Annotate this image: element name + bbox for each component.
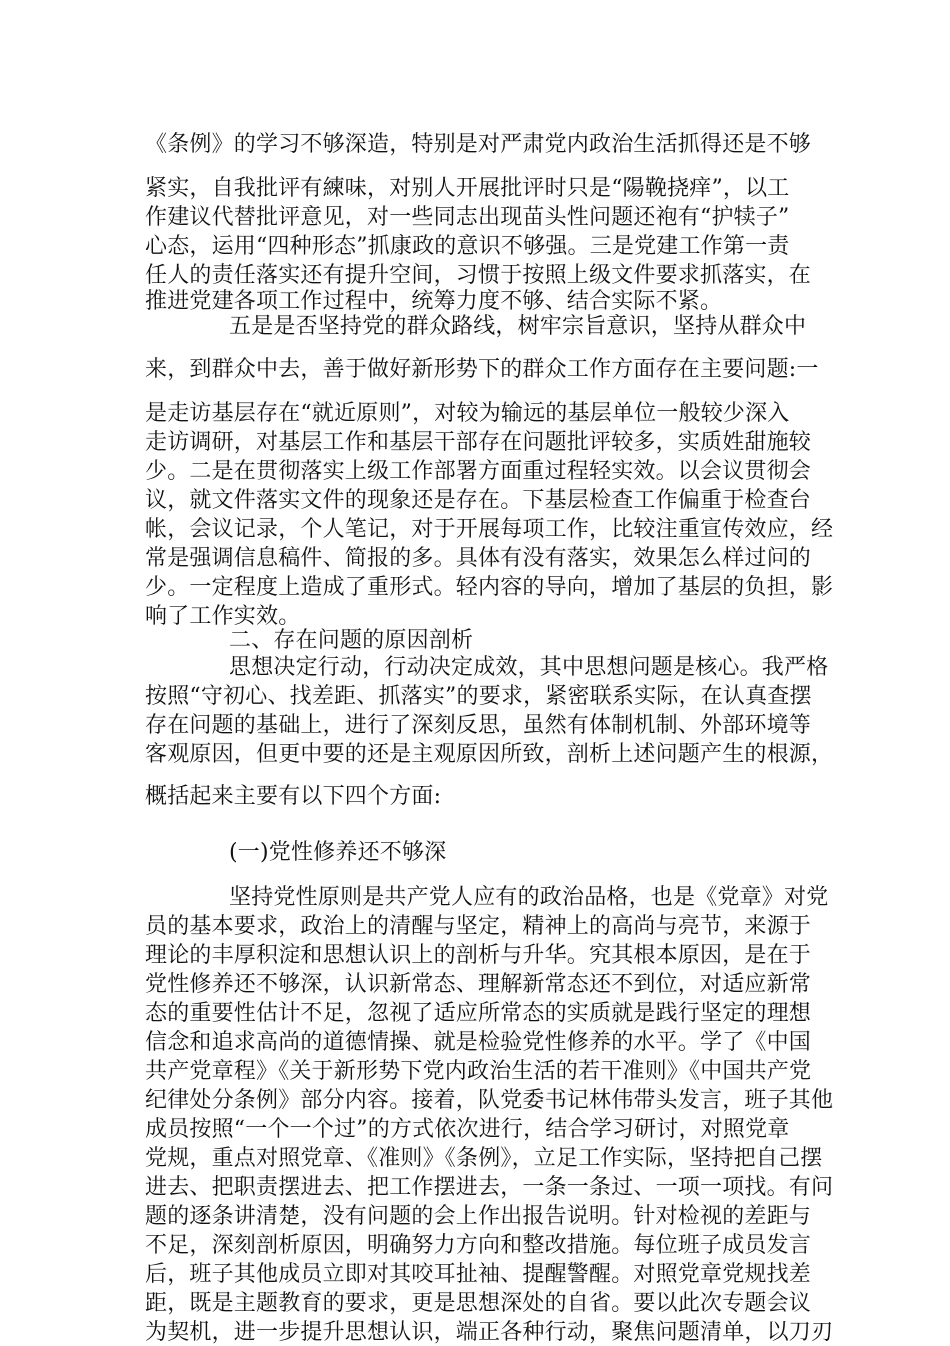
text-line: 后，班子其他成员立即对其咬耳扯袖、提醒警醒。对照党章党规找差 (145, 1262, 812, 1287)
text-line: 帐，会议记录，个人笔记，对于开展每项工作，比较注重宣传效应，经 (145, 517, 834, 542)
text-line: 题的逐条讲清楚，没有问题的会上作出报告说明。针对检视的差距与 (145, 1204, 812, 1229)
text-line: 《条例》的学习不够深造，特别是对严肃党内政治生活抓得还是不够 (145, 132, 812, 157)
text-line: 议，就文件落实文件的现象还是存在。下基层检查工作偏重于检查台 (145, 488, 812, 513)
text-line: 理论的丰厚积淀和思想认识上的剖析与升华。究其根本原因，是在于 (145, 943, 812, 968)
text-line: 走访调研，对基层工作和基层干部存在问题批评较多，实质姓甜施较 (145, 430, 812, 455)
text-line: 信念和追求高尚的道德情操、就是检验党性修养的水平。学了《中国 (145, 1030, 812, 1055)
text-line: 作建议代替批评意见，对一些同志出现苗头性问题还袍有“护犊子” (145, 205, 790, 230)
text-line: 概括起来主要有以下四个方面: (145, 784, 442, 809)
paragraph-first-line: 坚持党性原则是共产党人应有的政治品格，也是《党章》对党 (229, 885, 829, 910)
text-line: 党性修养还不够深，认识新常态、理解新常态还不到位，对适应新常 (145, 972, 812, 997)
text-line: 不足，深刻剖析原因，明确努力方向和整改措施。每位班子成员发言 (145, 1233, 812, 1258)
text-line: 党规，重点对照党章、《准则》《条例》，立足工作实际，坚持把自己摆 (145, 1146, 823, 1171)
text-line: 态的重要性估计不足，忽视了适应所常态的实质就是践行坚定的理想 (145, 1001, 812, 1026)
text-line: 少。二是在贯彻落实上级工作部署方面重过程轻实效。以会议贯彻会 (145, 459, 812, 484)
text-line: 任人的责任落实还有提升空间，习惯于按照上级文件要求抓落实，在 (145, 263, 812, 288)
text-line: 推进党建各项工作过程中，统筹力度不够、结合实际不紧。 (145, 289, 723, 314)
text-line: 存在问题的基础上，进行了深刻反思，虽然有体制机制、外部环境等 (145, 713, 812, 738)
section-heading: 二、存在问题的原因剖析 (229, 628, 474, 653)
text-line: 是走访基层存在“就近原则”，对较为输远的基层单位一般较少深入 (145, 401, 790, 426)
text-line: 来，到群众中去，善于做好新形势下的群众工作方面存在主要问题:一 (145, 357, 819, 382)
text-line: 员的基本要求，政治上的清醒与坚定，精神上的高尚与亮节，来源于 (145, 914, 812, 939)
text-line: 成员按照“一个一个过”的方式依次进行，结合学习研讨，对照党章 (145, 1117, 790, 1142)
text-line: 距，既是主题教育的要求，更是思想深处的自省。要以此次专题会议 (145, 1291, 812, 1316)
text-line: 进去、把职责摆进去、把工作摆进去，一条一条过、一项一项找。有问 (145, 1175, 834, 1200)
text-line: 纪律处分条例》部分内容。接着，队党委书记林伟带头发言，班子其他 (145, 1088, 834, 1113)
text-line: 共产党章程》《关于新形势下党内政治生活的若干准则》《中国共产党 (145, 1059, 812, 1084)
subsection-heading: (一)党性修养还不够深 (229, 840, 447, 865)
paragraph-first-line: 五是是否坚持党的群众路线，树牢宗旨意识，坚持从群众中 (229, 314, 807, 339)
text-line: 按照“守初心、找差距、抓落实”的要求，紧密联系实际，在认真查摆 (145, 684, 812, 709)
text-line: 常是强调信息稿件、简报的多。具体有没有落实，效果怎么样过问的 (145, 546, 812, 571)
text-line: 心态，运用“四种形态”抓康政的意识不够强。三是党建工作第一责 (145, 234, 790, 259)
text-line: 响了工作实效。 (145, 604, 301, 629)
paragraph-first-line: 思想决定行动，行动决定成效，其中思想问题是核心。我严格 (229, 655, 829, 680)
text-line: 为契机，进一步提升思想认识，端正各种行动，聚焦问题清单，以刀刃 (145, 1320, 834, 1345)
text-line: 客观原因，但更中要的还是主观原因所致，剖析上述问题产生的根源， (145, 742, 834, 767)
text-line: 紧实，自我批评有練味，对别人开展批评时只是“陽鞔挠痒”，以工 (145, 176, 790, 201)
text-line: 少。一定程度上造成了重形式。轻内容的导向，增加了基层的负担，影 (145, 575, 834, 600)
